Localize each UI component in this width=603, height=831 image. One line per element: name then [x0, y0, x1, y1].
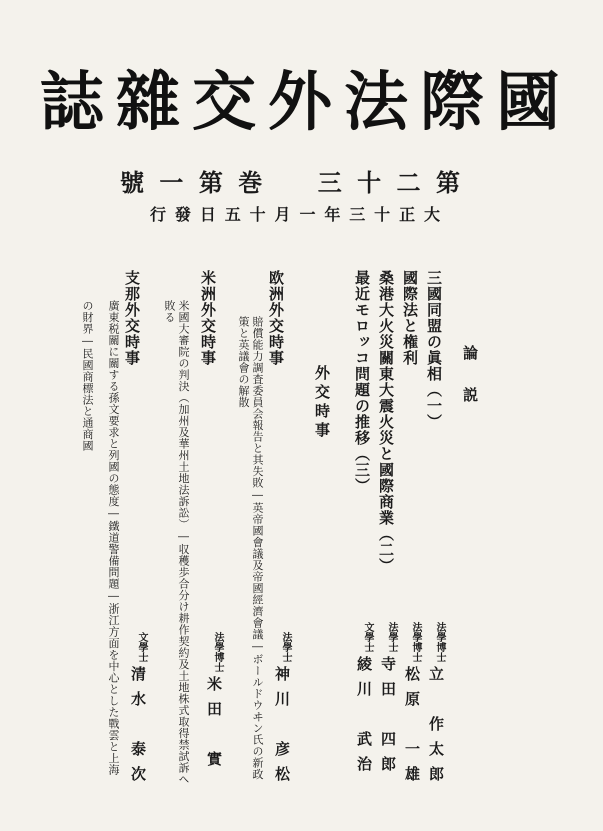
masthead-char: 雜 — [116, 66, 180, 140]
article-title: 桑港大火災關東大震火災と國際商業（二） — [377, 270, 395, 574]
article-author — [402, 622, 423, 791]
author-name: 綾川 武治 — [355, 656, 373, 781]
author-name: 松原 一雄 — [403, 666, 421, 791]
jiji-author — [272, 632, 293, 791]
article-title: 最近モロッコ問題の推移（三） — [353, 270, 371, 494]
date-char: 十 — [374, 205, 391, 224]
author-degree: 法學博士 — [410, 622, 421, 662]
jiji-summary: 敗る — [163, 300, 176, 323]
author-name: 清水 泰次 — [129, 666, 147, 791]
date-char: 發 — [174, 205, 191, 224]
publication-date — [150, 203, 440, 227]
article-author — [426, 622, 447, 791]
masthead-char: 法 — [344, 66, 408, 140]
article-title: 國際法と権利 — [401, 270, 419, 366]
issue-char: 一 — [159, 168, 184, 197]
jiji-summary: 賠償能力調査委員会報告と其失敗―英帝國會議及帝國經濟會議―ボールドウヰン氏の新政 — [251, 316, 264, 780]
issue-char: 第 — [198, 168, 223, 197]
date-char: 行 — [150, 205, 167, 224]
jiji-title: 米洲外交時事 — [199, 270, 217, 366]
date-char: 大 — [423, 205, 440, 224]
jiji-author — [128, 632, 149, 791]
jiji-summary: 策と英議會の解散 — [237, 316, 250, 408]
masthead-char: 際 — [420, 66, 484, 140]
jiji-summary: 廣東税關に關する孫文要求と列國の態度―鐵道警備問題―浙江方面を中心とした戰雲と上海 — [107, 300, 120, 776]
masthead-char: 國 — [496, 66, 560, 140]
author-degree: 文學士 — [362, 622, 373, 652]
issue-char: 巻 — [238, 168, 263, 197]
date-char: 十 — [249, 205, 266, 224]
article-author — [378, 622, 399, 781]
masthead-char: 誌 — [40, 66, 104, 140]
date-char: 三 — [349, 205, 366, 224]
masthead-char: 外 — [268, 66, 332, 140]
masthead-title — [40, 58, 560, 148]
date-char: 年 — [324, 205, 341, 224]
issue-char: 二 — [396, 168, 421, 197]
author-degree: 法學士 — [386, 622, 397, 652]
issue-char: 第 — [435, 168, 460, 197]
jiji-summary: の財界―民國商標法と通商國 — [81, 300, 94, 452]
jiji-title: 欧洲外交時事 — [267, 270, 285, 366]
masthead-char: 交 — [192, 66, 256, 140]
date-char: 月 — [274, 205, 291, 224]
issue-char: 三 — [317, 168, 342, 197]
date-char: 一 — [299, 205, 316, 224]
author-name: 米田 實 — [205, 676, 223, 776]
author-degree: 法學博士 — [434, 622, 445, 662]
article-title: 三國同盟の眞相（一） — [425, 270, 443, 430]
author-name: 神川 彦松 — [273, 666, 291, 791]
section-heading-gaiko-jiji: 外交時事 — [313, 365, 331, 441]
date-char: 正 — [399, 205, 416, 224]
issue-number — [120, 168, 460, 198]
author-degree: 法學博士 — [212, 632, 223, 672]
author-name: 立 作太郎 — [427, 666, 445, 791]
section-heading-ronsetsu: 論 説 — [461, 345, 479, 408]
author-name: 寺田 四郎 — [379, 656, 397, 781]
jiji-author — [204, 632, 225, 776]
jiji-title: 支那外交時事 — [123, 270, 141, 366]
jiji-summary: 米國大審院の判決（加州及華州土地法訴訟）―収穫歩合分け耕作契約及土地株式取得禁試訴ヘ — [177, 300, 190, 785]
author-degree: 法學士 — [280, 632, 291, 662]
article-author — [354, 622, 375, 781]
author-degree: 文學士 — [136, 632, 147, 662]
date-char: 日 — [199, 205, 216, 224]
issue-char: 號 — [120, 168, 144, 197]
issue-char: 十 — [357, 168, 382, 197]
date-char: 五 — [224, 205, 241, 224]
